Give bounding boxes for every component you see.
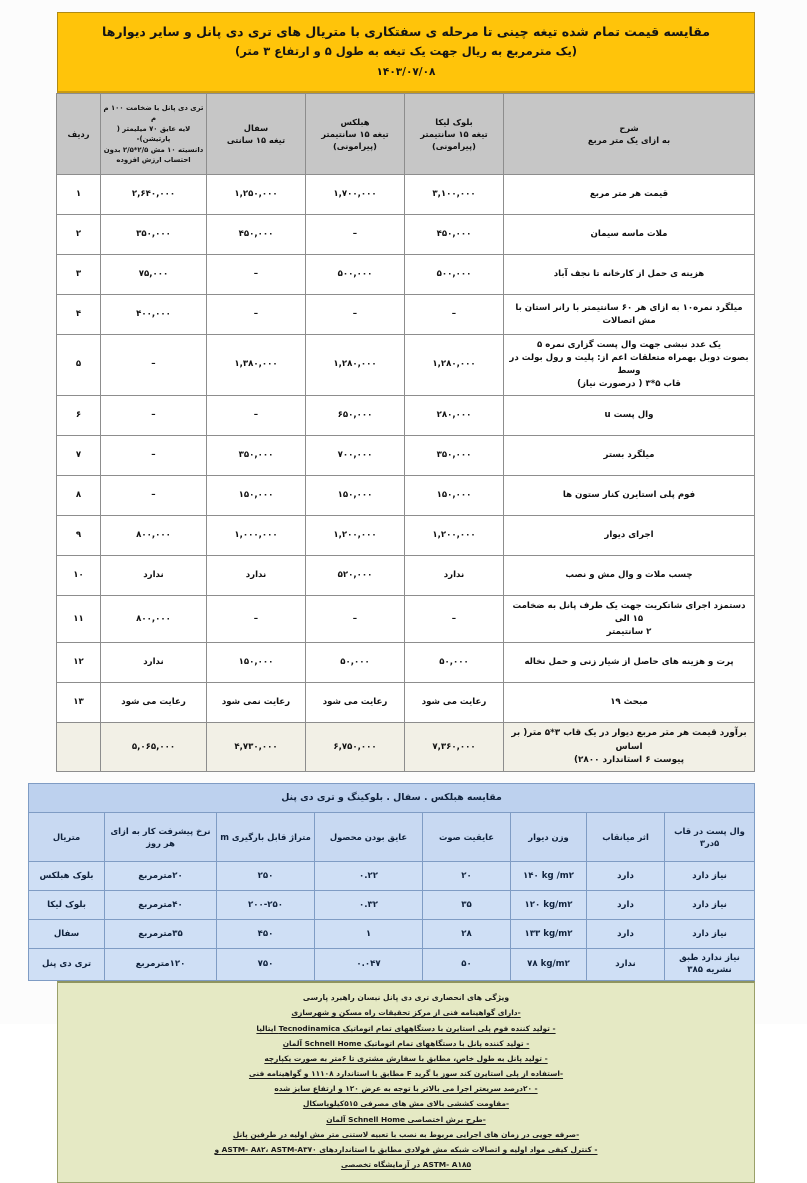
material-table-row xyxy=(29,890,755,919)
col-header-sofal-l1: سفال xyxy=(243,122,269,133)
price-table-row xyxy=(57,643,755,683)
cell-lica-price: ۱۵۰,۰۰۰ xyxy=(405,475,504,515)
price-table-row xyxy=(57,555,755,595)
cell-heblex-price: – xyxy=(306,295,405,335)
cell-midframe: دارد xyxy=(587,919,665,948)
col-header-sofal-l2: تیغه ۱۵ سانتی xyxy=(226,135,286,146)
cell-description: یک عدد نبشی جهت وال پست گزاری نمره ۵ بصوت دوبل بهمراه متعلقات اعم از: پلیت و رول بولت در وسط قاب ۵*۳ ( درصورت نیاز) xyxy=(504,335,755,396)
cell-description: وال پست u xyxy=(504,395,755,435)
cell-description: قیمت هر متر مربع xyxy=(504,175,755,215)
cell-loadable-area: ۴۵۰ xyxy=(217,919,315,948)
cell-heblex-price: ۱,۲۸۰,۰۰۰ xyxy=(306,335,405,396)
cell-3d-panel-price: ۴۰۰,۰۰۰ xyxy=(101,295,207,335)
col-header-description-l2: به ازای یک متر مربع xyxy=(587,135,671,146)
cell-heblex-price: ۷۰۰,۰۰۰ xyxy=(306,435,405,475)
cell-loadable-area: ۲۰۰-۲۵۰ xyxy=(217,890,315,919)
col-header-3d-panel-l2: لایه عایق ۷۰ میلیمتر ( پارتیشن)- xyxy=(116,124,191,144)
cell-thermal-insulation: ۱ xyxy=(315,919,423,948)
col-header-heblex xyxy=(306,94,405,175)
notes-line: ASTM- A۱۸۵ در آزمایشگاه تخصصی xyxy=(340,1160,472,1170)
cell-thermal-insulation: ۰.۲۲ xyxy=(315,861,423,890)
cell-wall-weight: ۱۲۰ kg/m۲ xyxy=(511,890,587,919)
cell-description: ملات ماسه سیمان xyxy=(504,215,755,255)
price-table-row xyxy=(57,255,755,295)
cell-lica-price: ندارد xyxy=(405,555,504,595)
price-table-row xyxy=(57,335,755,396)
cell-sofal-price: ۱,۳۸۰,۰۰۰ xyxy=(207,335,306,396)
col-header-loadable-area xyxy=(217,812,315,861)
material-table-column-head xyxy=(29,812,755,861)
cell-heblex-price: – xyxy=(306,215,405,255)
cell-description: فوم پلی استایرن کنار ستون ها xyxy=(504,475,755,515)
cell-heblex-price: ۱,۲۰۰,۰۰۰ xyxy=(306,515,405,555)
col-header-midframe: اثر میانقاب xyxy=(587,812,665,861)
cell-row-index: ۱۲ xyxy=(57,643,101,683)
material-table-banner-row xyxy=(29,783,755,812)
cell-sofal-price: – xyxy=(207,395,306,435)
summary-description: برآورد قیمت هر متر مربع دیوار در یک قاب ۳*۵ متر( بر اساس پیوست ۶ استاندارد ۲۸۰۰) xyxy=(504,723,755,772)
notes-line: - ۲۰درصد سریعتر اجرا می بالاتر با توجه به عرض ۱۲۰ و ارتفاع سایز شده xyxy=(274,1084,538,1094)
cell-lica-price: رعایت می شود xyxy=(405,683,504,723)
col-header-daily-rate xyxy=(105,812,217,861)
cell-daily-rate: ۲۰مترمربع xyxy=(105,861,217,890)
cell-lica-price: ۱,۲۸۰,۰۰۰ xyxy=(405,335,504,396)
summary-lica-total: ۷,۳۶۰,۰۰۰ xyxy=(405,723,504,772)
cell-lica-price: ۴۵۰,۰۰۰ xyxy=(405,215,504,255)
cell-lica-price: ۳۵۰,۰۰۰ xyxy=(405,435,504,475)
cell-row-index: ۱۱ xyxy=(57,595,101,643)
cell-heblex-price: ۱,۷۰۰,۰۰۰ xyxy=(306,175,405,215)
notes-line: - کنترل کیفی مواد اولیه و اتصالات شبکه مش فولادی مطابق با استانداردهای ASTM- A۸۲، ASTM-A۳۷۰ و xyxy=(214,1144,598,1154)
cell-lica-price: ۲۸۰,۰۰۰ xyxy=(405,395,504,435)
cell-heblex-price: رعایت می شود xyxy=(306,683,405,723)
price-table-row xyxy=(57,215,755,255)
exclusive-features-notes xyxy=(57,981,755,1183)
cell-description: پرت و هزینه های حاصل از شیار زنی و حمل نخاله xyxy=(504,643,755,683)
cell-row-index: ۲ xyxy=(57,215,101,255)
material-table-row xyxy=(29,861,755,890)
cell-heblex-price: ۵۰,۰۰۰ xyxy=(306,643,405,683)
cell-sofal-price: – xyxy=(207,255,306,295)
cell-description: مبحث ۱۹ xyxy=(504,683,755,723)
summary-row-index xyxy=(57,723,101,772)
col-header-daily-rate-l1: نرخ پیشرفت کار به ازای هر xyxy=(110,825,211,848)
cell-wall-weight: ۱۳۳ kg/m۲ xyxy=(511,919,587,948)
cell-sofal-price: ۳۵۰,۰۰۰ xyxy=(207,435,306,475)
cell-description: میلگرد بستر xyxy=(504,435,755,475)
material-table-body xyxy=(29,861,755,980)
title-secondary: (یک مترمربع به ریال جهت یک تیغه به طول ۵ و ارتفاع ۳ متر) xyxy=(234,44,578,59)
col-header-thermal-insulation: عایق بودن محصول xyxy=(315,812,423,861)
notes-line: -استفاده از پلی استایرن کند سوز با گرید F مطابق با استاندارد ۱۱۱۰۸ و گواهینامه فنی xyxy=(248,1069,564,1079)
price-table-row xyxy=(57,683,755,723)
material-table-row xyxy=(29,948,755,980)
col-header-3d-panel-l1: تری دی پانل با ضخامت ۱۰۰ م م xyxy=(103,104,204,123)
cell-midframe: دارد xyxy=(587,861,665,890)
cell-loadable-area: ۲۵۰ xyxy=(217,861,315,890)
title-primary: مقایسه قیمت تمام شده تیغه چینی تا مرحله ی سفتکاری با متریال های تری دی پانل و سایر دیوارها xyxy=(102,24,710,39)
cell-sofal-price: ۱,۲۵۰,۰۰۰ xyxy=(207,175,306,215)
notes-line: -مقاومت کششی بالای مش های مصرفی ۵۱۵کیلوپاسکال xyxy=(302,1099,510,1109)
price-table-summary-row xyxy=(57,723,755,772)
cell-3d-panel-price: – xyxy=(101,435,207,475)
cell-sound-insulation: ۳۵ xyxy=(423,890,511,919)
price-table-body xyxy=(57,175,755,772)
price-table-head xyxy=(57,94,755,175)
cell-lica-price: ۵۰۰,۰۰۰ xyxy=(405,255,504,295)
notes-line: -دارای گواهینامه فنی از مرکز تحقیقات راه مسکن و شهرسازی xyxy=(291,1008,521,1018)
notes-line: - تولید کننده پانل با دستگاههای تمام اتوماتیک Schnell Home آلمان xyxy=(282,1038,530,1048)
cell-material-name: سفال xyxy=(29,919,105,948)
notes-list xyxy=(68,1005,744,1172)
material-table-banner: مقایسه هبلکس . سفال . بلوکینگ و تری دی پنل xyxy=(29,783,755,812)
cell-wallpost: نیاز ندارد طبق نشریه ۳۸۵ xyxy=(665,948,755,980)
cell-3d-panel-price: – xyxy=(101,395,207,435)
col-header-heblex-l2: تیغه ۱۵ سانتیمتر (پیرامونی) xyxy=(321,128,389,152)
cell-sound-insulation: ۲۰ xyxy=(423,861,511,890)
cell-daily-rate: ۱۲۰مترمربع xyxy=(105,948,217,980)
title-date: ۱۴۰۳/۰۷/۰۸ xyxy=(376,66,436,79)
material-table-head xyxy=(29,783,755,812)
cell-thermal-insulation: ۰.۳۲ xyxy=(315,890,423,919)
price-table-row xyxy=(57,175,755,215)
notes-line: -صرفه جویی در زمان های اجرایی مربوط به نصب با تعبیه لاستنی متر مش اولیه در طرفین پانل xyxy=(232,1129,580,1139)
cell-sofal-price: – xyxy=(207,595,306,643)
cell-3d-panel-price: ندارد xyxy=(101,643,207,683)
summary-heblex-total: ۶,۷۵۰,۰۰۰ xyxy=(306,723,405,772)
summary-3d-panel-total: ۵,۰۶۵,۰۰۰ xyxy=(101,723,207,772)
cell-description: چسب ملات و وال مش و نصب xyxy=(504,555,755,595)
document-sheet xyxy=(39,12,755,1183)
col-header-sound-insulation: عایقیت صوت xyxy=(423,812,511,861)
col-header-loadable-area-l1: متراژ قابل xyxy=(267,831,311,842)
col-header-description-l1: شرح xyxy=(619,122,639,133)
cell-row-index: ۱ xyxy=(57,175,101,215)
notes-line: - تولید کننده فوم پلی استایرن با دستگاههای تمام اتوماتیک Tecnodinamica ایتالیا xyxy=(256,1023,556,1033)
cell-3d-panel-price: ۲,۶۴۰,۰۰۰ xyxy=(101,175,207,215)
cell-3d-panel-price: ۳۵۰,۰۰۰ xyxy=(101,215,207,255)
cell-row-index: ۸ xyxy=(57,475,101,515)
material-comparison-table xyxy=(28,783,755,981)
price-table-row xyxy=(57,295,755,335)
cell-sofal-price: ۱,۰۰۰,۰۰۰ xyxy=(207,515,306,555)
col-header-material: متریال xyxy=(29,812,105,861)
col-header-description xyxy=(504,94,755,175)
cell-sofal-price: ۱۵۰,۰۰۰ xyxy=(207,643,306,683)
table-spacer xyxy=(57,772,755,783)
cell-sound-insulation: ۲۸ xyxy=(423,919,511,948)
cell-row-index: ۱۰ xyxy=(57,555,101,595)
price-comparison-table xyxy=(56,93,755,772)
col-header-heblex-l1: هبلکس xyxy=(340,116,370,127)
cell-material-name: تری دی پنل xyxy=(29,948,105,980)
price-table-row xyxy=(57,515,755,555)
cell-heblex-price: ۵۰۰,۰۰۰ xyxy=(306,255,405,295)
cell-lica-price: ۳,۱۰۰,۰۰۰ xyxy=(405,175,504,215)
col-header-wall-weight: وزن دیوار xyxy=(511,812,587,861)
cell-heblex-price: ۵۲۰,۰۰۰ xyxy=(306,555,405,595)
col-header-3d-panel-l4: احتساب ارزش افزوده xyxy=(116,155,191,164)
notes-title: ویژگی های انحصاری تری دی پانل نبسان راهبرد پارسی xyxy=(302,992,510,1002)
cell-daily-rate: ۴۰مترمربع xyxy=(105,890,217,919)
cell-lica-price: – xyxy=(405,295,504,335)
cell-heblex-price: ۶۵۰,۰۰۰ xyxy=(306,395,405,435)
price-table-row xyxy=(57,475,755,515)
notes-line: - تولید پانل به طول خاص، مطابق با سفارش مشتری تا ۶متر به صورت یکپارچه xyxy=(264,1053,548,1063)
cell-heblex-price: – xyxy=(306,595,405,643)
material-table-header-row xyxy=(29,812,755,861)
cell-row-index: ۳ xyxy=(57,255,101,295)
cell-description: هزینه ی حمل از کارخانه تا نجف آباد xyxy=(504,255,755,295)
summary-sofal-total: ۴,۷۳۰,۰۰۰ xyxy=(207,723,306,772)
cell-row-index: ۴ xyxy=(57,295,101,335)
col-header-sofal xyxy=(207,94,306,175)
cell-sofal-price: ۴۵۰,۰۰۰ xyxy=(207,215,306,255)
cell-wall-weight: ۷۸ kg/m۲ xyxy=(511,948,587,980)
col-header-lica-l2: تیغه ۱۵ سانتیمتر xyxy=(420,128,488,139)
material-table-row xyxy=(29,919,755,948)
cell-row-index: ۷ xyxy=(57,435,101,475)
price-table-header-row xyxy=(57,94,755,175)
col-header-loadable-area-l2: بارگیری m xyxy=(220,831,265,842)
cell-3d-panel-price: – xyxy=(101,335,207,396)
cell-sofal-price: ۱۵۰,۰۰۰ xyxy=(207,475,306,515)
cell-material-name: بلوک لیکا xyxy=(29,890,105,919)
cell-3d-panel-price: ندارد xyxy=(101,555,207,595)
notes-line: -طرح برش اختصاصی Schnell Home آلمان xyxy=(326,1114,486,1124)
cell-lica-price: ۵۰,۰۰۰ xyxy=(405,643,504,683)
price-table-row xyxy=(57,595,755,643)
cell-lica-price: – xyxy=(405,595,504,643)
cell-row-index: ۹ xyxy=(57,515,101,555)
col-header-daily-rate-l2: روز xyxy=(146,837,161,848)
cell-3d-panel-price: – xyxy=(101,475,207,515)
cell-sofal-price: رعایت نمی شود xyxy=(207,683,306,723)
cell-wall-weight: ۱۴۰ kg /m۲ xyxy=(511,861,587,890)
cell-midframe: ندارد xyxy=(587,948,665,980)
col-header-3d-panel xyxy=(101,94,207,175)
col-header-lica-l1: بلوک لیکا xyxy=(435,116,473,127)
cell-row-index: ۶ xyxy=(57,395,101,435)
cell-sofal-price: – xyxy=(207,295,306,335)
cell-wallpost: نیاز دارد xyxy=(665,890,755,919)
col-header-lica-l3: (پیرامونی) xyxy=(432,141,476,152)
cell-daily-rate: ۳۵مترمربع xyxy=(105,919,217,948)
document-title-banner xyxy=(57,12,755,93)
col-header-lica xyxy=(405,94,504,175)
cell-row-index: ۵ xyxy=(57,335,101,396)
cell-sofal-price: ندارد xyxy=(207,555,306,595)
cell-3d-panel-price: ۷۵,۰۰۰ xyxy=(101,255,207,295)
cell-thermal-insulation: ۰.۰۴۷ xyxy=(315,948,423,980)
col-header-wallpost: وال پست در قاب ۵در۳ xyxy=(665,812,755,861)
cell-3d-panel-price: ۸۰۰,۰۰۰ xyxy=(101,595,207,643)
cell-description: دستمزد اجرای شاتکریت جهت یک طرف پانل به ضخامت ۱۵ الی ۲ سانتیمتر xyxy=(504,595,755,643)
cell-wallpost: نیاز دارد xyxy=(665,919,755,948)
cell-heblex-price: ۱۵۰,۰۰۰ xyxy=(306,475,405,515)
cell-loadable-area: ۷۵۰ xyxy=(217,948,315,980)
col-header-index: ردیف xyxy=(57,94,101,175)
cell-wallpost: نیاز دارد xyxy=(665,861,755,890)
cell-3d-panel-price: رعایت می شود xyxy=(101,683,207,723)
price-table-row xyxy=(57,395,755,435)
cell-material-name: بلوک هبلکس xyxy=(29,861,105,890)
cell-lica-price: ۱,۲۰۰,۰۰۰ xyxy=(405,515,504,555)
cell-midframe: دارد xyxy=(587,890,665,919)
cell-description: اجرای دیوار xyxy=(504,515,755,555)
cell-description: میلگرد نمره۱۰ به ازای هر ۶۰ سانتیمتر با رانر استان با مش اتصالات xyxy=(504,295,755,335)
cell-row-index: ۱۳ xyxy=(57,683,101,723)
col-header-3d-panel-l3: دانسیته ۱۰ مش ۲/۵*۲/۵ بدون xyxy=(103,145,204,154)
cell-sound-insulation: ۵۰ xyxy=(423,948,511,980)
cell-3d-panel-price: ۸۰۰,۰۰۰ xyxy=(101,515,207,555)
price-table-row xyxy=(57,435,755,475)
